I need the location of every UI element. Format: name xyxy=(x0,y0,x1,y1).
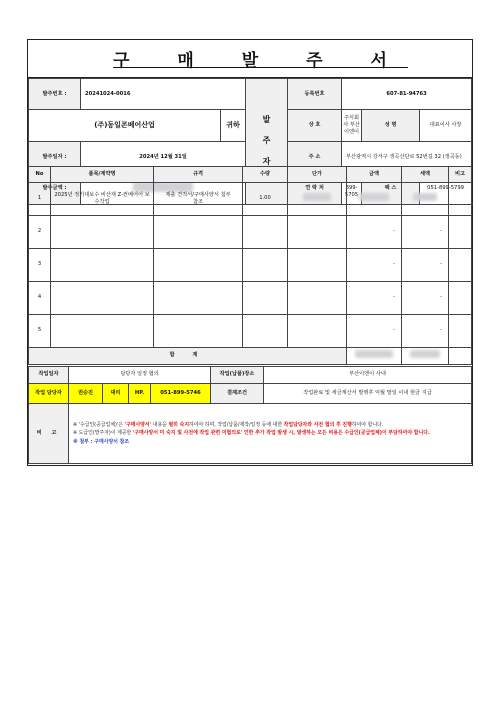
row-qty: 1.00 xyxy=(243,183,288,216)
payment-terms: 작업완료 및 세금계산서 발행후 익월 말일 이내 현금 지급 xyxy=(264,384,472,404)
row-tax: - xyxy=(402,249,449,282)
order-date-value: 2024년 12월 31일 xyxy=(81,141,246,172)
table-row xyxy=(29,216,472,249)
row-note xyxy=(449,183,472,216)
total-row xyxy=(29,348,472,365)
remarks-label: 비 고 xyxy=(29,404,69,464)
total-amount xyxy=(347,348,402,365)
col-unit-price: 단가 xyxy=(288,167,347,183)
remark-text: 하여야 합니다. xyxy=(351,421,384,428)
manager-label: 작업 담당자 xyxy=(29,384,69,404)
phone-value: 899-5705 xyxy=(342,173,362,205)
row-unit-price xyxy=(288,216,347,249)
reg-no-value: 607-81-94763 xyxy=(342,79,472,110)
orderer-char-3: 자 xyxy=(262,156,271,166)
col-spec: 규격 xyxy=(154,167,243,183)
payment-label: 결제조건 xyxy=(211,384,264,404)
row-tax: - xyxy=(402,315,449,348)
row-tax: - xyxy=(402,216,449,249)
remark-emphasis: 필히 숙지 xyxy=(168,421,190,428)
row-qty xyxy=(243,216,288,249)
col-tax: 세액 xyxy=(402,167,449,183)
row-spec xyxy=(154,249,243,282)
row-qty xyxy=(243,249,288,282)
work-date-label: 작업일자 xyxy=(29,367,69,384)
remark-line-3: ※ 첨부 : 구매사양서 참조 xyxy=(73,438,130,445)
row-qty xyxy=(243,282,288,315)
row-item: 2025년 정기대보수 비산재 Z-컨베어어 보수작업 xyxy=(51,183,154,216)
remark-text: ※ '수급인(공급업체)'은 xyxy=(73,421,125,428)
remark-emphasis: '구매사양서 미 숙지 및 사전에 작업 관련 미협의로' 인한 추가 작업 발생 시, 발생하는 모든 비용은 수급인(공급업체)이 부담하여야 합니다. xyxy=(132,430,430,437)
row-spec xyxy=(154,282,243,315)
row-spec: 제출 견적서/구매사양서 첨부참조 xyxy=(154,183,243,216)
remark-text: ※ 도급인(발주자)이 제공한 xyxy=(73,430,133,437)
table-row xyxy=(29,249,472,282)
work-info-table xyxy=(28,366,472,404)
row-amount xyxy=(347,183,402,216)
total-tax xyxy=(402,348,449,365)
fax-value: 051-899-5799 xyxy=(420,173,472,205)
purchase-order-form xyxy=(27,39,473,466)
item-table xyxy=(28,166,472,365)
redaction-mark xyxy=(355,350,393,358)
col-qty: 수량 xyxy=(243,167,288,183)
row-unit-price xyxy=(288,183,347,216)
orderer-char-2: 주 xyxy=(262,136,271,146)
total-label: 합 계 xyxy=(29,348,347,365)
reg-no-label: 등록번호 xyxy=(288,79,342,110)
document-title: 구 매 발 주 서 xyxy=(113,51,408,71)
row-amount: - xyxy=(347,315,402,348)
remarks-body xyxy=(69,404,472,464)
row-note xyxy=(449,282,472,315)
remark-line-1 xyxy=(73,421,467,430)
remark-text: 내용을 xyxy=(151,421,169,428)
hp-label: HP. xyxy=(129,384,151,404)
row-tax xyxy=(402,183,449,216)
row-no: 2 xyxy=(29,216,51,249)
document-title-bar xyxy=(28,40,472,78)
row-note xyxy=(449,315,472,348)
redaction-mark xyxy=(359,193,389,201)
row-item xyxy=(51,282,154,315)
row-amount: - xyxy=(347,249,402,282)
table-row xyxy=(29,315,472,348)
table-row xyxy=(29,282,472,315)
work-place-label: 작업(납품)장소 xyxy=(211,367,264,384)
redaction-mark xyxy=(413,193,437,201)
row-no: 1 xyxy=(29,183,51,216)
fax-label: 팩 스 xyxy=(362,173,420,205)
remark-emphasis: 작업담당자와 사전 협의 후 진행 xyxy=(283,421,352,428)
row-no: 3 xyxy=(29,249,51,282)
orderer-char-1: 발 xyxy=(262,115,271,125)
address-label: 주 소 xyxy=(288,141,342,172)
honorific: 귀하 xyxy=(221,110,246,142)
row-item xyxy=(51,315,154,348)
company-name: 주식회사 부산이엔이 xyxy=(342,110,362,142)
row-tax: - xyxy=(402,282,449,315)
order-date-label: 발주일자 : xyxy=(29,141,81,172)
hp-value: 051-899-5746 xyxy=(151,384,211,404)
item-table-header xyxy=(29,167,472,183)
manager-title: 대리 xyxy=(103,384,129,404)
row-no: 5 xyxy=(29,315,51,348)
remarks-table xyxy=(28,403,472,464)
col-amount: 금액 xyxy=(347,167,402,183)
row-note xyxy=(449,249,472,282)
row-item xyxy=(51,249,154,282)
row-amount: - xyxy=(347,282,402,315)
remark-text: 하여야 하며, 작업/납품/제작/일정 등에 대한 xyxy=(189,421,284,428)
row-spec xyxy=(154,216,243,249)
order-no-value: 20241024-0016 xyxy=(81,79,246,110)
row-spec xyxy=(154,315,243,348)
work-date-value: 담당자 일정 협의 xyxy=(69,367,211,384)
total-note xyxy=(449,348,472,365)
row-amount: - xyxy=(347,216,402,249)
company-label: 상 호 xyxy=(288,110,342,142)
row-unit-price xyxy=(288,249,347,282)
work-place-value: 부산이엔이 사내 xyxy=(264,367,472,384)
col-no: No xyxy=(29,167,51,183)
col-item: 품목/계약명 xyxy=(51,167,154,183)
redaction-mark xyxy=(410,350,440,358)
redaction-mark xyxy=(303,193,331,201)
remark-line-2 xyxy=(73,429,467,438)
row-unit-price xyxy=(288,282,347,315)
row-unit-price xyxy=(288,315,347,348)
col-note: 비고 xyxy=(449,167,472,183)
address-value: 부산광역시 강서구 생곡산단로 52번길 32 (생곡동) xyxy=(342,141,472,172)
row-qty xyxy=(243,315,288,348)
row-no: 4 xyxy=(29,282,51,315)
remark-emphasis: '구매사양서' xyxy=(124,421,152,428)
row-note xyxy=(449,216,472,249)
contact-label: 연 락 처 xyxy=(288,173,342,205)
recipient-name: (주)동일콘베어산업 xyxy=(29,110,221,142)
name-label: 성 명 xyxy=(362,110,420,142)
table-row xyxy=(29,183,472,216)
order-amount-label: 발주금액 : xyxy=(29,173,81,205)
manager-name: 권승진 xyxy=(69,384,103,404)
ceo-title: 대표이사 사장 xyxy=(420,110,472,142)
row-item xyxy=(51,216,154,249)
order-no-label: 발주번호 : xyxy=(29,79,81,110)
